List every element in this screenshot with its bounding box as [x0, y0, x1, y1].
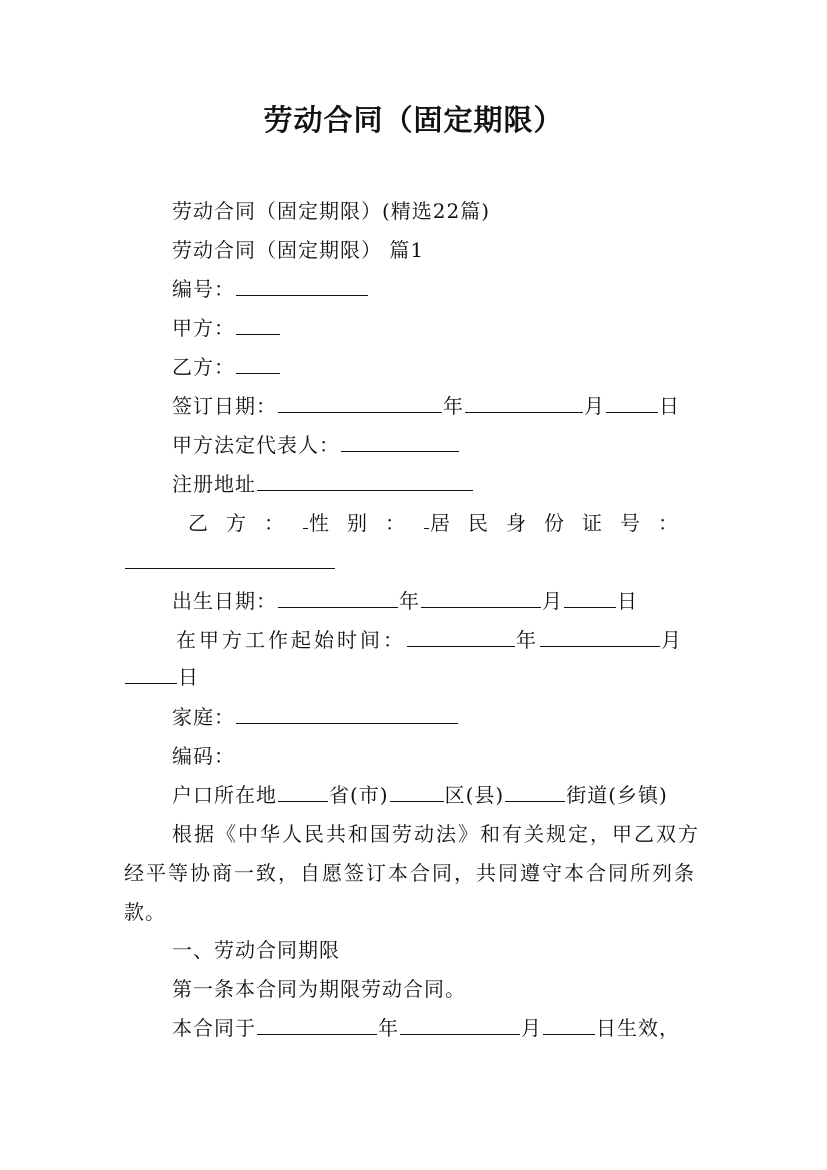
fill-blank: [236, 314, 280, 335]
year-label: 年: [516, 628, 539, 652]
fill-blank: [278, 587, 398, 608]
month-label: 月: [584, 394, 605, 418]
page-title: 劳动合同（固定期限）: [263, 103, 564, 137]
field-label: 出生日期：: [172, 589, 277, 613]
field-household-registration: [172, 780, 668, 810]
field-label: 注册地址: [172, 472, 256, 496]
field-label: 区(县): [444, 783, 505, 807]
day-label: 日: [617, 589, 638, 613]
paragraph: 经平等协商一致，自愿签订本合同，共同遵守本合同所列条: [124, 861, 696, 885]
section-heading: 一、劳动合同期限: [172, 938, 340, 962]
fill-blank: [125, 663, 177, 684]
field-label: 户口所在地: [172, 783, 277, 807]
fill-blank: [540, 626, 660, 647]
fill-blank: [421, 587, 541, 608]
field-party-b-identity: [188, 508, 696, 538]
fill-blank: [341, 431, 459, 452]
field-label: 编码：: [172, 744, 235, 768]
field-family: [172, 702, 459, 732]
field-label: 本合同于: [172, 1016, 256, 1040]
field-label: 乙方：: [188, 511, 302, 535]
fill-blank: [505, 781, 565, 802]
field-label: 居民身份证号：: [430, 511, 696, 535]
fill-blank: [543, 1014, 595, 1035]
field-start-date: [176, 625, 684, 655]
fill-blank: [257, 470, 473, 491]
field-label: 日生效，: [596, 1016, 680, 1040]
fill-blank: [303, 508, 308, 529]
paragraph: 根据《中华人民共和国劳动法》和有关规定，甲乙双方: [172, 822, 700, 846]
id-number-blank-line: [124, 547, 336, 577]
month-label: 月: [521, 1016, 542, 1040]
field-label: 在甲方工作起始时间：: [176, 628, 406, 652]
fill-blank: [236, 275, 368, 296]
field-label: 省(市): [329, 783, 389, 807]
field-code: [172, 741, 235, 771]
paragraph: 劳动合同（固定期限） 篇1: [172, 238, 425, 262]
field-label: 签订日期：: [172, 394, 277, 418]
field-label: 性别：: [309, 511, 423, 535]
day-label: 日: [659, 394, 680, 418]
field-label: 乙方：: [172, 355, 235, 379]
fill-blank: [236, 353, 280, 374]
field-label: 家庭：: [172, 705, 235, 729]
month-label: 月: [542, 589, 563, 613]
field-label: 编号：: [172, 277, 235, 301]
year-label: 年: [399, 589, 420, 613]
start-date-day-line: [124, 662, 199, 692]
field-party-b: [172, 352, 281, 382]
field-registered-address: [172, 469, 474, 499]
fill-blank: [465, 392, 583, 413]
fill-blank: [236, 703, 458, 724]
year-label: 年: [443, 394, 464, 418]
fill-blank: [125, 548, 335, 569]
fill-blank: [278, 392, 442, 413]
fill-blank: [407, 626, 515, 647]
field-party-a: [172, 313, 281, 343]
fill-blank: [424, 508, 429, 529]
fill-blank: [257, 1014, 377, 1035]
field-label: 甲方法定代表人：: [172, 433, 340, 457]
fill-blank: [278, 781, 328, 802]
field-label: 甲方：: [172, 316, 235, 340]
paragraph: 第一条本合同为期限劳动合同。: [172, 977, 466, 1001]
fill-blank: [564, 587, 616, 608]
paragraph: 劳动合同（固定期限）(精选22篇): [172, 199, 491, 223]
field-effective-date: [172, 1013, 680, 1043]
fill-blank: [400, 1014, 520, 1035]
field-legal-representative: [172, 430, 460, 460]
month-label: 月: [661, 628, 684, 652]
paragraph: 款。: [124, 900, 166, 924]
day-label: 日: [178, 665, 199, 689]
field-birth-date: [172, 586, 638, 616]
fill-blank: [390, 781, 444, 802]
field-label: 街道(乡镇): [566, 783, 668, 807]
year-label: 年: [378, 1016, 399, 1040]
field-sign-date: [172, 391, 680, 421]
fill-blank: [606, 392, 658, 413]
field-number: [172, 274, 369, 304]
